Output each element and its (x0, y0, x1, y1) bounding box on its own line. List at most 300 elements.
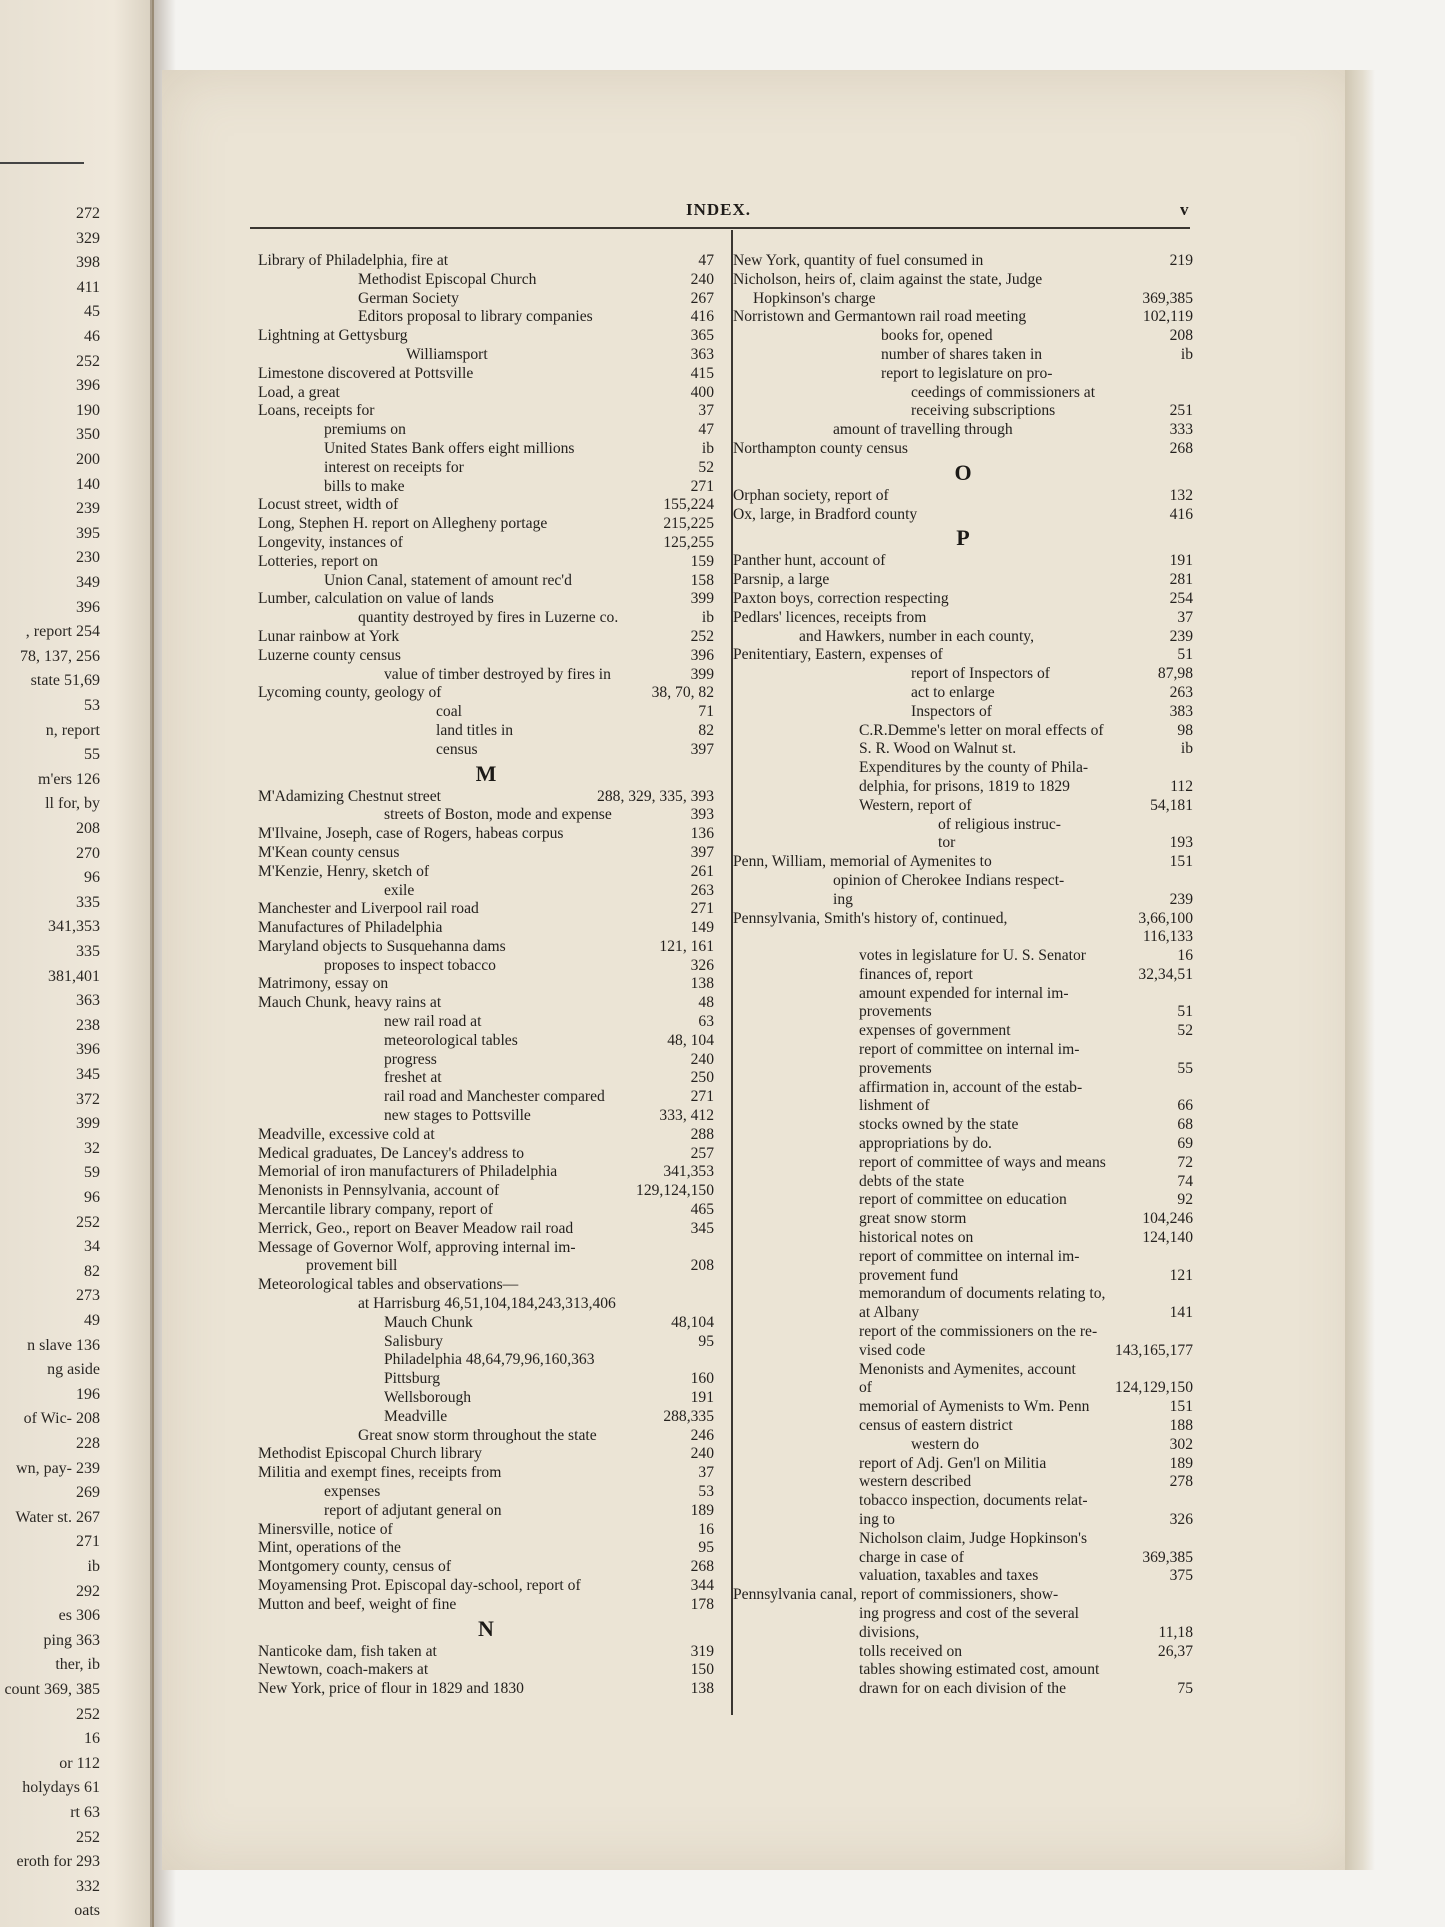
previous-page-fragment: es 306 (58, 1607, 100, 1625)
index-entry (258, 1276, 714, 1295)
entry-text: Lotteries, report on (258, 552, 378, 570)
index-entry (258, 1145, 714, 1164)
entry-page-ref: 52 (1177, 1022, 1193, 1040)
entry-page-ref: 129,124,150 (636, 1182, 714, 1200)
entry-text: Loans, receipts for (258, 402, 375, 420)
entry-text: Mint, operations of the (258, 1539, 401, 1557)
entry-text: Pedlars' licences, receipts from (733, 608, 927, 626)
entry-text: drawn for on each division of the (859, 1680, 1066, 1698)
entry-page-ref: 124,140 (1142, 1229, 1193, 1247)
entry-text: Matrimony, essay on (258, 975, 389, 993)
entry-text: report of committee on internal im- (859, 1041, 1080, 1059)
previous-page-fragment: count 369, 385 (4, 1681, 100, 1698)
entry-text: tables showing estimated cost, amount (859, 1661, 1100, 1679)
entry-page-ref: 271 (690, 900, 714, 918)
index-entry (258, 1445, 714, 1464)
entry-text: amount of travelling through (833, 421, 1013, 439)
entry-page-ref: 51 (1177, 646, 1193, 664)
index-entry (733, 327, 1193, 346)
index-entry (258, 308, 714, 327)
entry-page-ref: 189 (690, 1501, 714, 1519)
entry-text: Mauch Chunk (384, 1313, 473, 1331)
index-entry (258, 863, 714, 882)
entry-page-ref: 369,385 (1142, 289, 1193, 307)
entry-text: Nicholson claim, Judge Hopkinson's (859, 1529, 1088, 1547)
index-entry (258, 741, 714, 760)
index-entry (258, 1577, 714, 1596)
entry-page-ref: 246 (690, 1426, 714, 1444)
entry-text: Moyamensing Prot. Episcopal day-school, report of (258, 1576, 581, 1594)
previous-page-fragment: 34 (84, 1238, 100, 1256)
index-entry (258, 1126, 714, 1145)
entry-page-ref: 47 (698, 421, 714, 439)
entry-text: Newtown, coach-makers at (258, 1661, 429, 1679)
entry-page-ref: 288 (690, 1125, 714, 1143)
index-entry (258, 1239, 714, 1258)
entry-text: ing (833, 890, 853, 908)
index-entry (733, 571, 1193, 590)
index-entry (733, 1022, 1193, 1041)
previous-page-edge (0, 0, 154, 1927)
entry-text: delphia, for prisons, 1819 to 1829 (859, 777, 1070, 795)
entry-page-ref: 465 (690, 1201, 714, 1219)
entry-text: Ox, large, in Bradford county (733, 505, 918, 523)
index-entry (733, 1436, 1193, 1455)
index-entry (733, 271, 1193, 290)
previous-page-fragment: 396 (76, 377, 100, 395)
index-entry (733, 1549, 1193, 1568)
entry-page-ref: 191 (1169, 552, 1193, 570)
entry-page-ref: 37 (698, 402, 714, 420)
entry-page-ref: 326 (690, 956, 714, 974)
index-entry (258, 1069, 714, 1088)
entry-page-ref: 11,18 (1158, 1623, 1193, 1641)
entry-text: Lightning at Gettysburg (258, 327, 408, 345)
entry-page-ref: ib (1180, 345, 1193, 363)
entry-text: report of committee on internal im- (859, 1247, 1080, 1265)
page-number: v (1180, 200, 1189, 219)
index-entry (733, 402, 1193, 421)
index-entry (258, 938, 714, 957)
index-entry (733, 1492, 1193, 1511)
entry-page-ref: 326 (1169, 1511, 1193, 1528)
entry-text: ceedings of commissioners at (911, 383, 1096, 401)
entry-page-ref: 141 (1169, 1304, 1193, 1322)
index-entry (258, 684, 714, 703)
entry-text: Penitentiary, Eastern, expenses of (733, 646, 943, 664)
entry-text: report of adjutant general on (324, 1501, 502, 1519)
index-entry (733, 1304, 1193, 1323)
entry-page-ref: 416 (1169, 505, 1193, 523)
entry-text: votes in legislature for U. S. Senator (859, 947, 1086, 965)
index-entry (733, 797, 1193, 816)
index-entry (258, 1661, 714, 1680)
entry-text: valuation, taxables and taxes (859, 1567, 1039, 1585)
index-entry (733, 872, 1193, 891)
entry-text: stocks owned by the state (859, 1116, 1019, 1134)
entry-page-ref: 47 (698, 252, 714, 269)
previous-page-fragment: 341,353 (48, 918, 100, 936)
entry-text: Longevity, instances of (258, 533, 403, 551)
index-entry (733, 985, 1193, 1004)
entry-text: Parsnip, a large (733, 571, 830, 589)
index-entry (258, 421, 714, 440)
entry-text: Montgomery county, census of (258, 1558, 452, 1576)
entry-text: meteorological tables (384, 1031, 518, 1049)
index-entry (733, 552, 1193, 571)
entry-text: exile (384, 881, 415, 899)
entry-page-ref: 102,119 (1142, 308, 1193, 326)
previous-page-fragment: holydays 61 (22, 1779, 100, 1797)
previous-page-fragment: 190 (76, 401, 100, 419)
entry-text: provements (859, 1003, 932, 1021)
previous-page-fragment: 228 (76, 1435, 100, 1452)
entry-text: coal (436, 703, 462, 721)
entry-page-ref: 69 (1177, 1135, 1193, 1153)
entry-text: western do (911, 1435, 979, 1453)
index-entry (258, 957, 714, 976)
previous-page-fragment: 271 (76, 1533, 100, 1551)
section-letter: N (478, 1615, 494, 1641)
entry-text: ing progress and cost of the several (859, 1604, 1079, 1622)
entry-text: western described (859, 1473, 972, 1491)
entry-text: C.R.Demme's letter on moral effects of (859, 721, 1104, 739)
index-entry (258, 1408, 714, 1427)
previous-page-fragment: 273 (76, 1287, 100, 1305)
previous-page-fragment: 252 (76, 1705, 100, 1723)
index-entry (733, 290, 1193, 309)
entry-text: and Hawkers, number in each county, (799, 627, 1034, 645)
entry-text: Pennsylvania canal, report of commissioners, show- (733, 1586, 1059, 1604)
index-entry (258, 553, 714, 572)
previous-page-fragment: n, report (45, 721, 100, 739)
entry-page-ref: 124,129,150 (1115, 1379, 1193, 1397)
index-entry (733, 1229, 1193, 1248)
entry-text: Norristown and Germantown rail road meeting (733, 308, 1027, 326)
index-entry (258, 1088, 714, 1107)
index-entry (733, 1079, 1193, 1098)
index-entry (258, 1314, 714, 1333)
entry-text: report to legislature on pro- (881, 364, 1053, 382)
index-entry (733, 628, 1193, 647)
entry-page-ref: 150 (690, 1661, 714, 1679)
entry-text: expenses of government (859, 1022, 1011, 1040)
entry-page-ref: 16 (1177, 947, 1193, 965)
index-entry (258, 496, 714, 515)
entry-page-ref: ib (1180, 740, 1193, 758)
index-entry (733, 1248, 1193, 1267)
entry-page-ref: 51 (1177, 1003, 1193, 1021)
index-entry (258, 609, 714, 628)
previous-page-fragment: 46 (84, 328, 100, 345)
index-entry (733, 1398, 1193, 1417)
index-entry (733, 1135, 1193, 1154)
entry-page-ref: 136 (690, 825, 714, 843)
entry-text: divisions, (859, 1623, 920, 1641)
entry-page-ref: 302 (1169, 1435, 1193, 1453)
index-entry (258, 994, 714, 1013)
entry-text: census of eastern district (859, 1417, 1013, 1435)
previous-page-fragment: 32 (84, 1139, 100, 1157)
index-entry (258, 440, 714, 459)
entry-text: Manufactures of Philadelphia (258, 919, 443, 937)
index-entry (258, 722, 714, 741)
index-entry (733, 1473, 1193, 1492)
entry-page-ref: 68 (1177, 1116, 1193, 1134)
entry-page-ref: 208 (1169, 327, 1193, 345)
entry-text: Lycoming county, geology of (258, 684, 442, 702)
entry-page-ref: 54,181 (1150, 796, 1193, 814)
entry-text: charge in case of (859, 1548, 964, 1566)
entry-text: Expenditures by the county of Phila- (859, 759, 1089, 777)
entry-text: Message of Governor Wolf, approving internal im- (258, 1238, 576, 1256)
entry-text: census (436, 740, 478, 758)
previous-page-fragment: 55 (84, 746, 100, 764)
previous-page-fragment: 272 (76, 205, 100, 222)
entry-text: progress (384, 1050, 437, 1068)
entry-text: provement fund (859, 1266, 959, 1284)
entry-page-ref: 48 (698, 994, 714, 1012)
entry-text: Meadville (384, 1407, 448, 1425)
entry-page-ref: 319 (690, 1642, 714, 1660)
index-entry (258, 1596, 714, 1615)
entry-page-ref: 365 (690, 327, 714, 345)
entry-text: Mercantile library company, report of (258, 1201, 493, 1219)
entry-text: freshet at (384, 1069, 442, 1087)
entry-text: historical notes on (859, 1229, 974, 1247)
entry-text: Merrick, Geo., report on Beaver Meadow rail road (258, 1219, 574, 1237)
previous-page-fragment: 200 (76, 451, 100, 468)
entry-page-ref: 278 (1169, 1473, 1193, 1491)
entry-page-ref: 240 (690, 270, 714, 288)
entry-page-ref: 52 (698, 458, 714, 476)
index-entry (733, 1361, 1193, 1380)
index-entry (733, 722, 1193, 741)
entry-text: value of timber destroyed by fires in (384, 665, 611, 683)
section-letter: P (956, 525, 970, 551)
entry-text: M'Kenzie, Henry, sketch of (258, 862, 430, 880)
previous-page-fragment: 49 (84, 1312, 100, 1329)
entry-text: Load, a great (258, 383, 340, 401)
entry-text: report of Adj. Gen'l on Militia (859, 1454, 1047, 1472)
previous-page-fragment: 78, 137, 256 (20, 647, 100, 665)
entry-text: provement bill (306, 1257, 398, 1275)
index-entry (258, 666, 714, 685)
entry-page-ref: 151 (1169, 853, 1193, 871)
index-entry (258, 1558, 714, 1577)
entry-page-ref: 95 (698, 1539, 714, 1557)
previous-page-fragment: m'ers 126 (38, 770, 100, 788)
previous-page-fragment: 269 (76, 1484, 100, 1502)
index-entry (733, 252, 1193, 271)
index-entry (733, 1097, 1193, 1116)
entry-text: Inspectors of (911, 702, 992, 720)
previous-page-fragment: of Wic- 208 (23, 1410, 100, 1428)
index-entry (258, 1351, 714, 1370)
index-entry (258, 572, 714, 591)
entry-text: memorandum of documents relating to, (859, 1285, 1106, 1303)
index-entry (733, 590, 1193, 609)
index-entry (733, 759, 1193, 778)
entry-page-ref: 138 (690, 975, 714, 993)
entry-text: M'Adamizing Chestnut street (258, 787, 441, 805)
previous-page-fragment: 335 (76, 943, 100, 960)
entry-page-ref: 288, 329, 335, 393 (597, 787, 714, 805)
section-letter: M (475, 760, 497, 786)
index-entry (258, 1502, 714, 1521)
entry-text: vised code (859, 1341, 926, 1359)
entry-page-ref: 53 (698, 1483, 714, 1500)
index-entry (733, 665, 1193, 684)
index-entry (258, 1107, 714, 1126)
entry-page-ref: 189 (1169, 1454, 1193, 1472)
entry-text: act to enlarge (911, 683, 995, 701)
entry-text: Militia and exempt fines, receipts from (258, 1464, 502, 1482)
entry-text: Northampton county census (733, 439, 908, 457)
previous-page-fragment: 45 (84, 303, 100, 321)
entry-page-ref: 250 (690, 1069, 714, 1087)
index-entry (733, 365, 1193, 384)
index-entry (733, 1003, 1193, 1022)
entry-page-ref: 271 (690, 477, 714, 495)
index-entry (733, 684, 1193, 703)
previous-page-fragment: 329 (76, 229, 100, 247)
previous-page-fragment: 372 (76, 1090, 100, 1108)
previous-page-fragment: 411 (76, 278, 100, 296)
previous-page-fragment: rt 63 (70, 1804, 100, 1821)
index-entry (733, 853, 1193, 872)
entry-text: Maryland objects to Susquehanna dams (258, 937, 506, 955)
index-entry (733, 834, 1193, 853)
entry-page-ref: 48, 104 (667, 1031, 714, 1049)
previous-page-fragment: 270 (76, 844, 100, 862)
entry-text: receiving subscriptions (911, 402, 1056, 420)
index-entry (258, 825, 714, 844)
entry-text: Lumber, calculation on value of lands (258, 590, 494, 608)
index-entry (258, 647, 714, 666)
previous-page-fragment: 398 (76, 254, 100, 272)
entry-text: bills to make (324, 477, 405, 495)
entry-text: Paxton boys, correction respecting (733, 589, 949, 607)
previous-page-fragment: state 51,69 (30, 672, 100, 690)
previous-page-fragment: 82 (84, 1262, 100, 1280)
index-entry (258, 1370, 714, 1389)
index-entry (733, 1680, 1193, 1699)
entry-page-ref: 121 (1169, 1266, 1193, 1284)
previous-page-fragment: Water st. 267 (15, 1508, 100, 1526)
entry-text: New York, quantity of fuel consumed in (733, 252, 984, 269)
entry-page-ref: 193 (1169, 834, 1193, 852)
previous-page-fragment: 252 (76, 1213, 100, 1231)
entry-text: Minersville, notice of (258, 1520, 393, 1538)
entry-page-ref: 240 (690, 1050, 714, 1068)
index-entry (258, 1464, 714, 1483)
entry-text: at Harrisburg 46,51,104,184,243,313,406 (358, 1295, 616, 1313)
index-entry (258, 806, 714, 825)
index-entry (258, 1163, 714, 1182)
entry-page-ref: 219 (1169, 252, 1193, 269)
entry-text: tobacco inspection, documents relat- (859, 1492, 1088, 1510)
index-entry (258, 1013, 714, 1032)
index-entry (733, 1455, 1193, 1474)
entry-text: Methodist Episcopal Church (358, 270, 537, 288)
index-entry (258, 327, 714, 346)
entry-page-ref: 239 (1169, 627, 1193, 645)
previous-page-fragment: 395 (76, 524, 100, 542)
previous-page-fragment: 332 (76, 1877, 100, 1895)
entry-page-ref: 55 (1177, 1059, 1193, 1077)
entry-text: United States Bank offers eight millions (324, 439, 575, 457)
entry-text: New York, price of flour in 1829 and 1830 (258, 1680, 524, 1698)
previous-page-fragment: 381,401 (48, 967, 100, 985)
entry-text: Nanticoke dam, fish taken at (258, 1642, 437, 1660)
entry-text: Orphan society, report of (733, 486, 889, 504)
entry-page-ref: 393 (690, 806, 714, 824)
index-entry (733, 1191, 1193, 1210)
index-entry (733, 421, 1193, 440)
entry-page-ref: 345 (690, 1219, 714, 1237)
entry-page-ref: 257 (690, 1144, 714, 1162)
entry-page-ref: 252 (690, 627, 714, 645)
entry-text: number of shares taken in (881, 345, 1043, 363)
previous-page-fragment: n slave 136 (27, 1336, 100, 1354)
previous-page-fragment: or 112 (59, 1754, 100, 1772)
index-entry (258, 1257, 714, 1276)
entry-page-ref: 98 (1177, 721, 1193, 739)
index-entry (733, 891, 1193, 910)
entry-page-ref: 215,225 (663, 515, 714, 533)
entry-page-ref: 399 (690, 665, 714, 683)
entry-text: Western, report of (859, 796, 972, 814)
entry-text: report of Inspectors of (911, 665, 1050, 683)
index-entry (258, 1295, 714, 1314)
previous-page-fragment: 252 (76, 352, 100, 370)
index-entry (733, 1661, 1193, 1680)
index-entry (733, 1173, 1193, 1192)
entry-page-ref: 160 (690, 1370, 714, 1388)
entry-text: Wellsborough (384, 1389, 472, 1407)
entry-text: quantity destroyed by fires in Luzerne co. (358, 609, 619, 627)
entry-text: Panther hunt, account of (733, 552, 886, 570)
index-entry (258, 1539, 714, 1558)
entry-text: Luzerne county census (258, 646, 401, 664)
index-entry (733, 1530, 1193, 1549)
index-entry (733, 816, 1193, 835)
entry-page-ref: 3,66,100 (1138, 909, 1193, 927)
entry-text: Meteorological tables and observations— (258, 1276, 519, 1294)
entry-text: books for, opened (881, 327, 993, 345)
entry-text: Memorial of iron manufacturers of Philadelphia (258, 1163, 558, 1181)
entry-text: Mutton and beef, weight of fine (258, 1595, 457, 1613)
entry-page-ref: 383 (1169, 702, 1193, 720)
entry-text: amount expended for internal im- (859, 984, 1069, 1002)
entry-text: ing to (859, 1511, 895, 1528)
index-entry (733, 1285, 1193, 1304)
entry-page-ref: 341,353 (663, 1163, 714, 1181)
index-entry (258, 402, 714, 421)
entry-text: report of committee on education (859, 1191, 1067, 1209)
previous-page-fragment: 238 (76, 1016, 100, 1034)
entry-page-ref: 16 (698, 1520, 714, 1538)
entry-page-ref: 375 (1169, 1567, 1193, 1585)
entry-text: Pennsylvania, Smith's history of, continued, (733, 909, 1008, 927)
entry-text: Nicholson, heirs of, claim against the state, Judge (733, 270, 1043, 288)
entry-page-ref: 72 (1177, 1153, 1193, 1171)
entry-text: great snow storm (859, 1210, 967, 1228)
previous-page-fragment: 196 (76, 1385, 100, 1403)
index-entry (258, 290, 714, 309)
index-entry (733, 1323, 1193, 1342)
